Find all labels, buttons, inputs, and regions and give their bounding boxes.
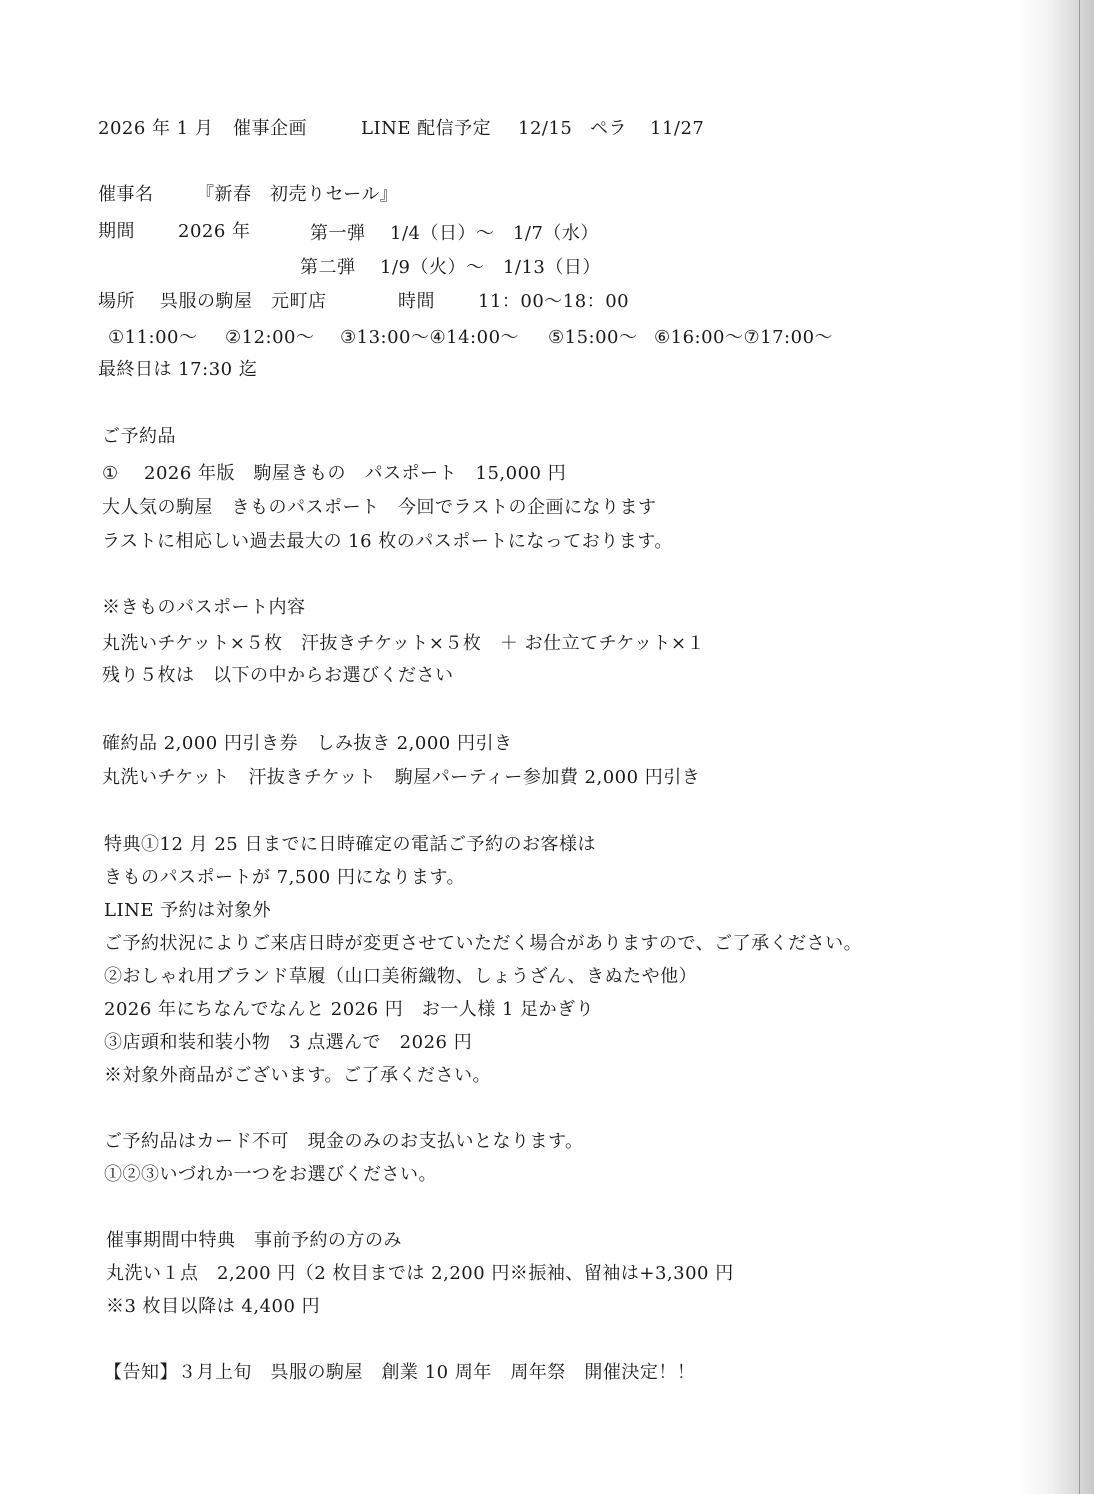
header-title: 催事企画 (233, 118, 307, 139)
phase1-label: 第一弾 (310, 223, 366, 244)
passport-fixed-tickets: 丸洗いチケット×５枚 汗抜きチケット×５枚 ＋ お仕立てチケット×１ (102, 633, 706, 654)
benefit-2: ②おしゃれ用ブランド草履（山口美術織物、しょうざん、きぬたや他） (104, 966, 698, 987)
passport-option-line: 確約品 2,000 円引き券 しみ抜き 2,000 円引き (102, 733, 513, 754)
time: 11：00～18：00 (478, 291, 630, 312)
header-line-schedule: LINE 配信予定 (361, 118, 492, 139)
reservation-item-passport: 2026 年版 駒屋きもの パスポート 15,000 円 (144, 463, 567, 484)
benefit-3: ③店頭和装和装小物 3 点選んで 2026 円 (104, 1032, 473, 1053)
header-line-date: 12/15 (518, 118, 573, 139)
benefit-1: 特典①12 月 25 日までに日時確定の電話ご予約のお客様は (104, 834, 596, 855)
place: 呉服の駒屋 元町店 (160, 291, 327, 312)
payment-cash-only: ご予約品はカード不可 現金のみのお支払いとなります。 (104, 1131, 584, 1152)
period-year: 2026 年 (178, 221, 251, 242)
header-pera-label: ペラ (590, 118, 627, 139)
time-label: 時間 (398, 291, 435, 312)
period-benefit-wash-note: ※3 枚目以降は 4,400 円 (106, 1296, 321, 1317)
header-pera-date: 11/27 (650, 118, 705, 139)
reservation-description: ラストに相応しい過去最大の 16 枚のパスポートになっております。 (102, 531, 673, 552)
reservation-description: 大人気の駒屋 きものパスポート 今回でラストの企画になります (102, 497, 657, 518)
reservation-heading: ご予約品 (102, 426, 176, 447)
time-slot: ①11:00～ (108, 327, 198, 348)
payment-choose-one: ①②③いづれか一つをお選びください。 (104, 1164, 437, 1185)
period-benefit-wash: 丸洗い１点 2,200 円（2 枚目までは 2,200 円※振袖、留袖は+3,300 円 (106, 1263, 734, 1284)
event-name-label: 催事名 (98, 184, 154, 205)
phase2-dates: 1/9（火）～ 1/13（日） (380, 257, 601, 278)
passport-choose-note: 残り５枚は 以下の中からお選びください (102, 665, 454, 686)
time-slot: ②12:00～ (225, 327, 315, 348)
benefit-1-line-note: LINE 予約は対象外 (104, 900, 272, 921)
time-slot: ⑥16:00～⑦17:00～ (654, 327, 834, 348)
benefit-1-price: きものパスポートが 7,500 円になります。 (104, 867, 466, 888)
period-label: 期間 (98, 221, 135, 242)
event-name: 『新春 初売りセール』 (196, 184, 399, 205)
passport-option-line: 丸洗いチケット 汗抜きチケット 駒屋パーティー参加費 2,000 円引き (102, 767, 701, 788)
time-slot: ⑤15:00～ (548, 327, 638, 348)
reservation-item-number: ① (102, 463, 119, 484)
page-edge-shadow (1079, 0, 1080, 1494)
benefit-1-notice: ご予約状況によりご来店日時が変更させていただく場合がありますので、ご了承ください。 (104, 933, 863, 954)
place-label: 場所 (98, 291, 135, 312)
period-benefit-heading: 催事期間中特典 事前予約の方のみ (106, 1230, 402, 1251)
header-year-month: 2026 年 1 月 (98, 118, 214, 139)
time-slot: ③13:00～④14:00～ (340, 327, 520, 348)
passport-heading: ※きものパスポート内容 (102, 597, 306, 618)
benefit-2-detail: 2026 年にちなんでなんと 2026 円 お一人様 1 足かぎり (104, 999, 595, 1020)
last-day-note: 最終日は 17:30 迄 (98, 359, 258, 380)
anniversary-notice: 【告知】３月上旬 呉服の駒屋 創業 10 周年 周年祭 開催決定！！ (104, 1362, 696, 1383)
phase1-dates: 1/4（日）～ 1/7（水） (390, 223, 599, 244)
phase2-label: 第二弾 (300, 257, 356, 278)
benefit-3-note: ※対象外商品がございます。ご了承ください。 (104, 1065, 492, 1086)
